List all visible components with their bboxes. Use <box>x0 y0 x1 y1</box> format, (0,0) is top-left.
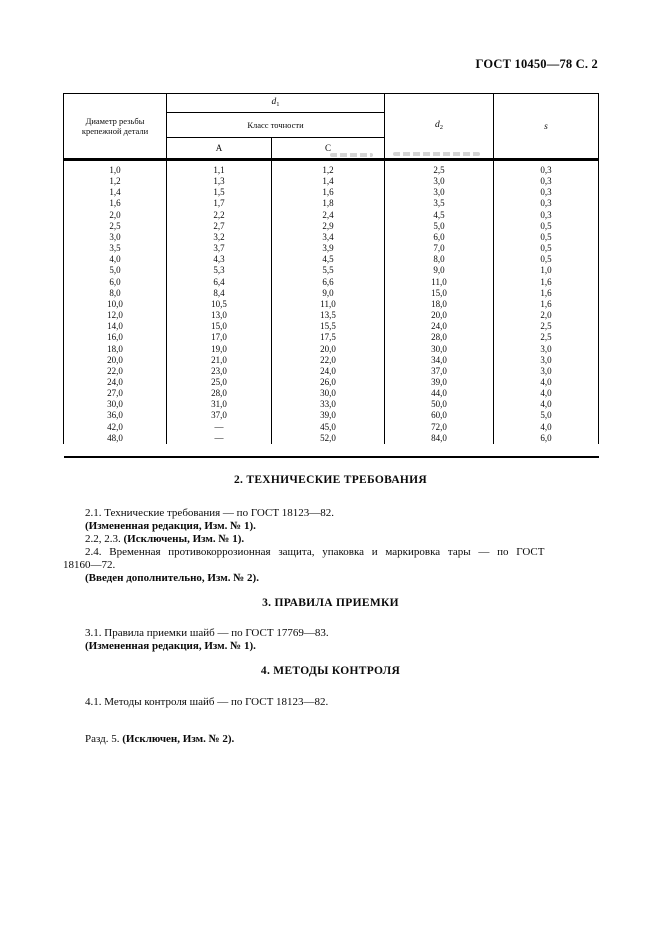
col-header-accuracy-class: Класс точности <box>167 113 385 138</box>
paragraph-line-2: 18160—72. <box>63 559 116 571</box>
table-cell: 2,5 <box>385 160 494 177</box>
table-cell: 10,5 <box>167 299 272 310</box>
table-cell: 5,3 <box>167 265 272 276</box>
paragraph-3-1-note: (Измененная редакция, Изм. № 1). <box>85 640 256 652</box>
paragraph-2-4-note: (Введен дополнительно, Изм. № 2). <box>85 572 259 584</box>
table-cell: 42,0 <box>64 422 167 433</box>
table-cell: 6,0 <box>64 277 167 288</box>
table-row <box>64 254 599 265</box>
table-cell: 30,0 <box>272 388 385 399</box>
table-row <box>64 321 599 332</box>
table-cell: 4,0 <box>64 254 167 265</box>
header-row-d1 <box>64 94 599 113</box>
table-cell: 6,0 <box>385 232 494 243</box>
table-cell: 0,3 <box>494 198 599 209</box>
table-cell: 1,6 <box>64 198 167 209</box>
table-cell: 4,0 <box>494 422 599 433</box>
table-cell: 8,0 <box>64 288 167 299</box>
table-cell: 28,0 <box>167 388 272 399</box>
table-cell: 22,0 <box>272 355 385 366</box>
col-header-diameter: Диаметр резьбы крепежной детали <box>64 94 167 160</box>
page-header: ГОСТ 10450—78 С. 2 <box>475 57 598 71</box>
table-cell: 9,0 <box>272 288 385 299</box>
table-cell: 5,0 <box>385 221 494 232</box>
table-cell: 1,6 <box>494 277 599 288</box>
table-cell: 18,0 <box>385 299 494 310</box>
col-header-class-a: А <box>167 138 272 160</box>
table-cell: 1,6 <box>494 299 599 310</box>
table-cell: — <box>167 433 272 444</box>
table-cell: 3,0 <box>494 344 599 355</box>
paragraph-4-1: 4.1. Методы контроля шайб — по ГОСТ 18123—82. <box>85 696 329 708</box>
table-cell: 3,5 <box>385 198 494 209</box>
table-cell: 33,0 <box>272 399 385 410</box>
paragraph-2-2-2-3 <box>63 533 598 546</box>
table-cell: 13,0 <box>167 310 272 321</box>
table-row <box>64 221 599 232</box>
table-cell: 31,0 <box>167 399 272 410</box>
table-cell: 11,0 <box>272 299 385 310</box>
table-row <box>64 388 599 399</box>
table-cell: 11,0 <box>385 277 494 288</box>
table-cell: 0,5 <box>494 232 599 243</box>
table-row <box>64 210 599 221</box>
table-cell: 1,8 <box>272 198 385 209</box>
table-cell: 2,4 <box>272 210 385 221</box>
table-cell: 1,4 <box>64 187 167 198</box>
table-cell: 52,0 <box>272 433 385 444</box>
table-cell: 2,5 <box>494 332 599 343</box>
paragraph-2-4 <box>63 546 598 572</box>
table-cell: 0,5 <box>494 221 599 232</box>
table-cell: 0,5 <box>494 243 599 254</box>
table-cell: 9,0 <box>385 265 494 276</box>
table-row <box>64 288 599 299</box>
table-row <box>64 344 599 355</box>
table-cell: 3,5 <box>64 243 167 254</box>
table-cell: 1,3 <box>167 176 272 187</box>
table-cell: 39,0 <box>272 410 385 421</box>
table-cell: 24,0 <box>64 377 167 388</box>
table-row <box>64 198 599 209</box>
table-cell: 23,0 <box>167 366 272 377</box>
table-cell: 2,0 <box>494 310 599 321</box>
table-cell: 72,0 <box>385 422 494 433</box>
table-cell: 1,6 <box>494 288 599 299</box>
table-cell: 60,0 <box>385 410 494 421</box>
table-header <box>64 94 599 160</box>
table-cell: 15,0 <box>167 321 272 332</box>
table-cell: 0,3 <box>494 210 599 221</box>
table-cell: 15,5 <box>272 321 385 332</box>
table-body <box>64 160 599 444</box>
table-cell: 19,0 <box>167 344 272 355</box>
table-cell: 28,0 <box>385 332 494 343</box>
table-cell: 37,0 <box>385 366 494 377</box>
table-row <box>64 422 599 433</box>
table-row <box>64 187 599 198</box>
table-cell: 3,9 <box>272 243 385 254</box>
d2-label: $d_2$ <box>435 120 443 131</box>
table-cell: 5,0 <box>64 265 167 276</box>
table-cell: 6,4 <box>167 277 272 288</box>
paragraph-line-1: 2.4. Временная противокоррозионная защита, упаковка и маркировка тары — по ГОСТ <box>85 546 545 558</box>
paragraph-prefix: 2.2, 2.3. <box>85 533 124 545</box>
col-header-s <box>494 94 599 160</box>
table-row <box>64 366 599 377</box>
table-cell: 3,0 <box>494 366 599 377</box>
table-cell: 1,4 <box>272 176 385 187</box>
table-cell: 1,0 <box>64 160 167 177</box>
col-header-d2 <box>385 94 494 160</box>
table-row <box>64 433 599 444</box>
table-cell: 36,0 <box>64 410 167 421</box>
table-cell: 3,0 <box>385 187 494 198</box>
d1-label: $d_1$ <box>271 97 280 108</box>
table-cell: 5,5 <box>272 265 385 276</box>
table-cell: 2,5 <box>494 321 599 332</box>
paragraph-note: (Исключен, Изм. № 2). <box>122 733 235 745</box>
table-cell: 12,0 <box>64 310 167 321</box>
table-cell: 17,5 <box>272 332 385 343</box>
table-cell: 1,0 <box>494 265 599 276</box>
table-cell: 39,0 <box>385 377 494 388</box>
table-cell: — <box>167 422 272 433</box>
table-cell: 1,1 <box>167 160 272 177</box>
scan-artifact <box>393 152 480 156</box>
table-cell: 3,2 <box>167 232 272 243</box>
table-row <box>64 277 599 288</box>
table-cell: 17,0 <box>167 332 272 343</box>
table-cell: 15,0 <box>385 288 494 299</box>
section-2-heading: 2. ТЕХНИЧЕСКИЕ ТРЕБОВАНИЯ <box>233 474 428 486</box>
table-cell: 4,0 <box>494 377 599 388</box>
table-cell: 1,5 <box>167 187 272 198</box>
paragraph-3-1: 3.1. Правила приемки шайб — по ГОСТ 17769—83. <box>85 627 329 639</box>
table-cell: 84,0 <box>385 433 494 444</box>
col-header-class-c: С <box>272 138 385 160</box>
table-cell: 8,4 <box>167 288 272 299</box>
table-cell: 5,0 <box>494 410 599 421</box>
table-cell: 2,0 <box>64 210 167 221</box>
table-cell: 44,0 <box>385 388 494 399</box>
paragraph-note: (Исключены, Изм. № 1). <box>123 533 245 545</box>
table-cell: 14,0 <box>64 321 167 332</box>
table-cell: 3,4 <box>272 232 385 243</box>
table-cell: 0,3 <box>494 160 599 177</box>
table-cell: 20,0 <box>64 355 167 366</box>
table-cell: 1,6 <box>272 187 385 198</box>
table-cell: 21,0 <box>167 355 272 366</box>
table-cell: 0,3 <box>494 187 599 198</box>
table-cell: 27,0 <box>64 388 167 399</box>
table-row <box>64 399 599 410</box>
table-cell: 26,0 <box>272 377 385 388</box>
paragraph-2-1-note: (Измененная редакция, Изм. № 1). <box>85 520 256 532</box>
table-row <box>64 232 599 243</box>
table-cell: 3,7 <box>167 243 272 254</box>
table-cell: 7,0 <box>385 243 494 254</box>
table-row <box>64 299 599 310</box>
table-cell: 2,5 <box>64 221 167 232</box>
table-cell: 6,0 <box>494 433 599 444</box>
table-cell: 3,0 <box>494 355 599 366</box>
table-cell: 22,0 <box>64 366 167 377</box>
table-cell: 24,0 <box>272 366 385 377</box>
col-header-d1 <box>167 94 385 113</box>
table-cell: 2,2 <box>167 210 272 221</box>
table-row <box>64 332 599 343</box>
table-cell: 0,5 <box>494 254 599 265</box>
table-row <box>64 160 599 177</box>
table-cell: 25,0 <box>167 377 272 388</box>
table-cell: 1,2 <box>64 176 167 187</box>
table-cell: 4,5 <box>385 210 494 221</box>
table-cell: 20,0 <box>385 310 494 321</box>
paragraph-section-5 <box>63 733 598 746</box>
table-cell: 2,9 <box>272 221 385 232</box>
paragraph-2-1: 2.1. Технические требования — по ГОСТ 18123—82. <box>85 507 335 519</box>
table-cell: 16,0 <box>64 332 167 343</box>
table-row <box>64 176 599 187</box>
table-cell: 1,7 <box>167 198 272 209</box>
table-cell: 37,0 <box>167 410 272 421</box>
table-cell: 8,0 <box>385 254 494 265</box>
table-cell: 10,0 <box>64 299 167 310</box>
spacer-row <box>64 444 599 457</box>
table-cell: 50,0 <box>385 399 494 410</box>
scan-artifact <box>330 153 373 157</box>
table-cell: 0,3 <box>494 176 599 187</box>
table-footer-spacer <box>64 444 599 457</box>
table-cell: 45,0 <box>272 422 385 433</box>
table-cell: 48,0 <box>64 433 167 444</box>
table-cell: 4,3 <box>167 254 272 265</box>
section-3-heading: 3. ПРАВИЛА ПРИЕМКИ <box>262 597 399 609</box>
table-row <box>64 355 599 366</box>
table-row <box>64 377 599 388</box>
table-row <box>64 310 599 321</box>
table-cell: 4,0 <box>494 388 599 399</box>
table-row <box>64 243 599 254</box>
table-cell: 3,0 <box>385 176 494 187</box>
table-cell: 30,0 <box>385 344 494 355</box>
table-cell: 24,0 <box>385 321 494 332</box>
table-row <box>64 410 599 421</box>
paragraph-prefix: Разд. 5. <box>85 733 123 745</box>
table-cell: 3,0 <box>64 232 167 243</box>
table-row <box>64 265 599 276</box>
table-cell: 4,5 <box>272 254 385 265</box>
table-cell: 4,0 <box>494 399 599 410</box>
table-cell: 1,2 <box>272 160 385 177</box>
table-cell: 13,5 <box>272 310 385 321</box>
s-label: s <box>544 121 548 132</box>
section-4-heading: 4. МЕТОДЫ КОНТРОЛЯ <box>260 665 401 677</box>
table-cell: 30,0 <box>64 399 167 410</box>
table-cell: 6,6 <box>272 277 385 288</box>
table-cell: 18,0 <box>64 344 167 355</box>
dimensions-table <box>63 93 599 458</box>
table-cell: 34,0 <box>385 355 494 366</box>
table-cell: 20,0 <box>272 344 385 355</box>
table-cell: 2,7 <box>167 221 272 232</box>
